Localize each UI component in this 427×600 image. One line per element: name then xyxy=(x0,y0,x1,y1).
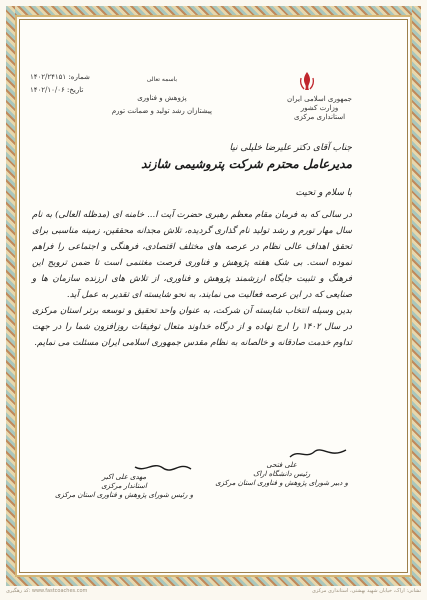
signature-block-right xyxy=(215,447,348,488)
border-top xyxy=(6,6,421,15)
date-label: تاریخ: xyxy=(67,86,84,94)
government-line2: وزارت کشور xyxy=(300,104,339,112)
letter-date-row xyxy=(30,86,90,95)
border-bottom xyxy=(6,577,421,586)
signer-left-name: مهدی علی اکبر xyxy=(101,473,147,481)
government-line3: استانداری مرکزی xyxy=(294,113,346,121)
signer-left-title2: و رئیس شورای پژوهش و فناوری استان مرکزی xyxy=(55,491,194,499)
department-name: پژوهش و فناوری xyxy=(137,94,187,102)
iran-emblem-icon xyxy=(297,70,317,92)
border-right xyxy=(412,6,421,586)
office-line: پیشتازان رشد تولید و ضمانت تورم xyxy=(111,107,212,115)
signer-right-title2: و دبیر شورای پژوهش و فناوری استان مرکزی xyxy=(215,479,348,487)
signer-right-name: علی فتحی xyxy=(266,461,297,469)
recipient-title: مدیرعامل محترم شرکت پتروشیمی شازند xyxy=(141,157,352,171)
page-footer xyxy=(6,588,421,594)
border-left xyxy=(6,6,15,586)
signer-right-title1: رئیس دانشگاه اراک xyxy=(252,470,311,478)
government-line1: جمهوری اسلامی ایران xyxy=(287,95,352,103)
number-label: شماره: xyxy=(68,73,90,81)
bismillah: باسمه تعالی xyxy=(146,76,178,83)
signature-scribble-icon xyxy=(133,459,193,473)
signature-scribble-icon xyxy=(288,447,348,461)
recipient-name: جناب آقای دکتر علیرضا خلیلی نیا xyxy=(229,143,352,153)
greeting: با سلام و تحیت xyxy=(295,188,352,198)
footer-right: نشانی: اراک، خیابان شهید بهشتی، استانداری مرکزی xyxy=(311,588,421,594)
decorative-border xyxy=(6,6,421,586)
date-value: ۱۴۰۲/۱۰/۰۶ xyxy=(30,86,65,94)
body-paragraph-2: بدین وسیله انتخاب شایسته آن شرکت، به عنوان واحد تحقیق و توسعه برتر استان مرکزی در سال ۱۴۰۲ را ارج نهاده و از درگاه خداوند متعال توفیقات روزافزون شما را در جهت تداوم خدمت صادقانه و خالصانه به نظام مقدس جمهوری اسلامی ایران مسئلت می نمایم. xyxy=(32,306,352,348)
signer-left-title1: استاندار مرکزی xyxy=(101,482,147,490)
number-value: ۱۴۰۲/۲۴۱۵۱ xyxy=(30,73,67,81)
letter-number-row xyxy=(30,73,90,82)
letter-content xyxy=(15,15,412,577)
signature-block-left xyxy=(55,459,193,500)
body-paragraph-1: در سالی که به فرمان مقام معظم رهبری حضرت آیت ا... خامنه ای (مدظله العالی) به نام سال مهار تورم و رشد تولید نام گذاری گردیده، تلاش مجدانه محققین، زمینه مناسبی برای تحقق اهداف عالی نظام در عرصه های مختلف اقتصادی، فرهنگی و اجتماعی را فراهم نموده است. بی شک هفته پژوهش و فناوری فرصت مغتنمی است تا ضمن ترویج این فرهنگ و تثبیت جایگاه ارزشمند پژوهش و فناوری، از تلاش های ارزنده سازمان ها و صنایعی که در این عرصه فعالیت می نمایند، به نحو شایسته ای تقدیر به عمل آید. xyxy=(32,210,352,300)
department-header xyxy=(112,75,212,116)
footer-left: کد رهگیری: www.fastcoaches.com xyxy=(6,588,88,594)
reference-block xyxy=(30,73,90,99)
government-header xyxy=(287,95,352,122)
letter-body xyxy=(32,207,352,351)
